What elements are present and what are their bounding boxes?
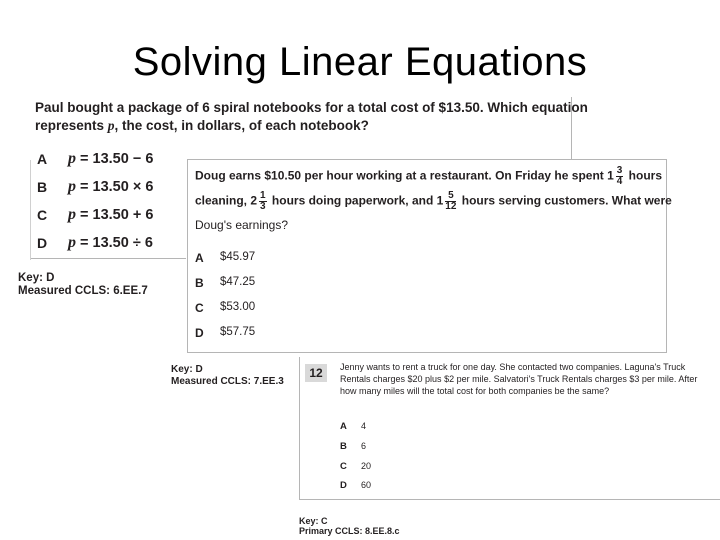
mixed-fraction — [445, 191, 456, 212]
option-letter: C — [340, 461, 347, 472]
answer-key: Key: D — [18, 272, 55, 284]
question-2-text: cleaning, 2 — [195, 193, 258, 208]
option-variable: p — [68, 178, 76, 195]
question-1-text: represents — [35, 118, 108, 133]
divider — [30, 160, 31, 260]
option-letter: C — [195, 301, 204, 315]
question-2-line-2 — [195, 191, 672, 212]
option-text: $53.00 — [220, 301, 256, 313]
option-text: $45.97 — [220, 251, 256, 263]
option-letter: D — [37, 235, 48, 251]
option-text — [68, 234, 153, 252]
answer-key: Key: C — [299, 516, 328, 526]
option-expression: = 13.50 + 6 — [76, 207, 154, 223]
option-letter: D — [340, 480, 347, 491]
question-2-text: hours serving customers. What were — [458, 193, 672, 208]
option-variable: p — [68, 234, 76, 251]
option-text: 60 — [361, 480, 372, 490]
fraction-denominator: 12 — [445, 201, 457, 212]
mixed-fraction — [259, 191, 267, 212]
standard-label: Primary CCLS: 8.EE.8.c — [299, 526, 400, 536]
mixed-fraction — [616, 166, 624, 187]
option-text: 6 — [361, 441, 367, 451]
option-text: $57.75 — [220, 326, 256, 338]
question-number: 12 — [305, 364, 327, 382]
fraction-denominator: 3 — [260, 201, 266, 212]
fraction-denominator: 4 — [616, 176, 623, 187]
option-expression: = 13.50 × 6 — [76, 179, 154, 195]
standard-label: Measured CCLS: 6.EE.7 — [18, 285, 148, 297]
option-letter: B — [340, 441, 347, 452]
question-2-text: hours — [625, 168, 663, 183]
question-3-line-3: how many miles will the total cost for both companies be the same? — [340, 386, 610, 396]
option-letter: C — [37, 207, 48, 223]
question-1-line-1: Paul bought a package of 6 spiral notebooks for a total cost of $13.50. Which equation — [35, 100, 588, 115]
option-variable: p — [68, 150, 76, 167]
option-letter: A — [340, 421, 347, 432]
question-2-line-3: Doug's earnings? — [195, 218, 289, 232]
option-letter: B — [195, 276, 204, 290]
option-text — [68, 150, 153, 168]
option-letter: A — [37, 151, 48, 167]
slide-title: Solving Linear Equations — [132, 40, 588, 84]
fraction-numerator: 3 — [616, 165, 623, 176]
option-letter: B — [37, 179, 48, 195]
option-expression: = 13.50 ÷ 6 — [76, 235, 153, 251]
divider — [299, 499, 720, 500]
option-text — [68, 178, 153, 196]
question-2-text: hours doing paperwork, and 1 — [268, 193, 444, 208]
question-2-line-1 — [195, 166, 662, 187]
question-2-text: Doug earns $10.50 per hour working at a restaurant. On Friday he spent 1 — [195, 168, 614, 183]
option-variable: p — [68, 206, 76, 223]
option-letter: D — [195, 326, 204, 340]
question-1-variable: p — [107, 118, 115, 133]
divider — [30, 258, 186, 259]
question-2-panel — [187, 159, 667, 353]
option-text: 4 — [361, 421, 367, 431]
option-letter: A — [195, 251, 204, 265]
option-text: $47.25 — [220, 276, 256, 288]
option-text — [68, 206, 153, 224]
question-1-text: , the cost, in dollars, of each notebook? — [114, 118, 369, 133]
question-3-line-1: Jenny wants to rent a truck for one day. She contacted two companies. Laguna's Truck — [340, 362, 686, 372]
standard-label: Measured CCLS: 7.EE.3 — [171, 376, 284, 387]
fraction-numerator: 1 — [260, 190, 266, 201]
question-3-line-2: Rentals charges $20 plus $2 per mile. Salvatori's Truck Rentals charges $3 per mile. After — [340, 374, 698, 384]
question-1-line-2 — [35, 117, 369, 135]
option-text: 20 — [361, 461, 372, 471]
fraction-numerator: 5 — [445, 191, 456, 202]
option-expression: = 13.50 − 6 — [76, 151, 154, 167]
divider — [299, 357, 300, 499]
answer-key: Key: D — [171, 364, 203, 375]
